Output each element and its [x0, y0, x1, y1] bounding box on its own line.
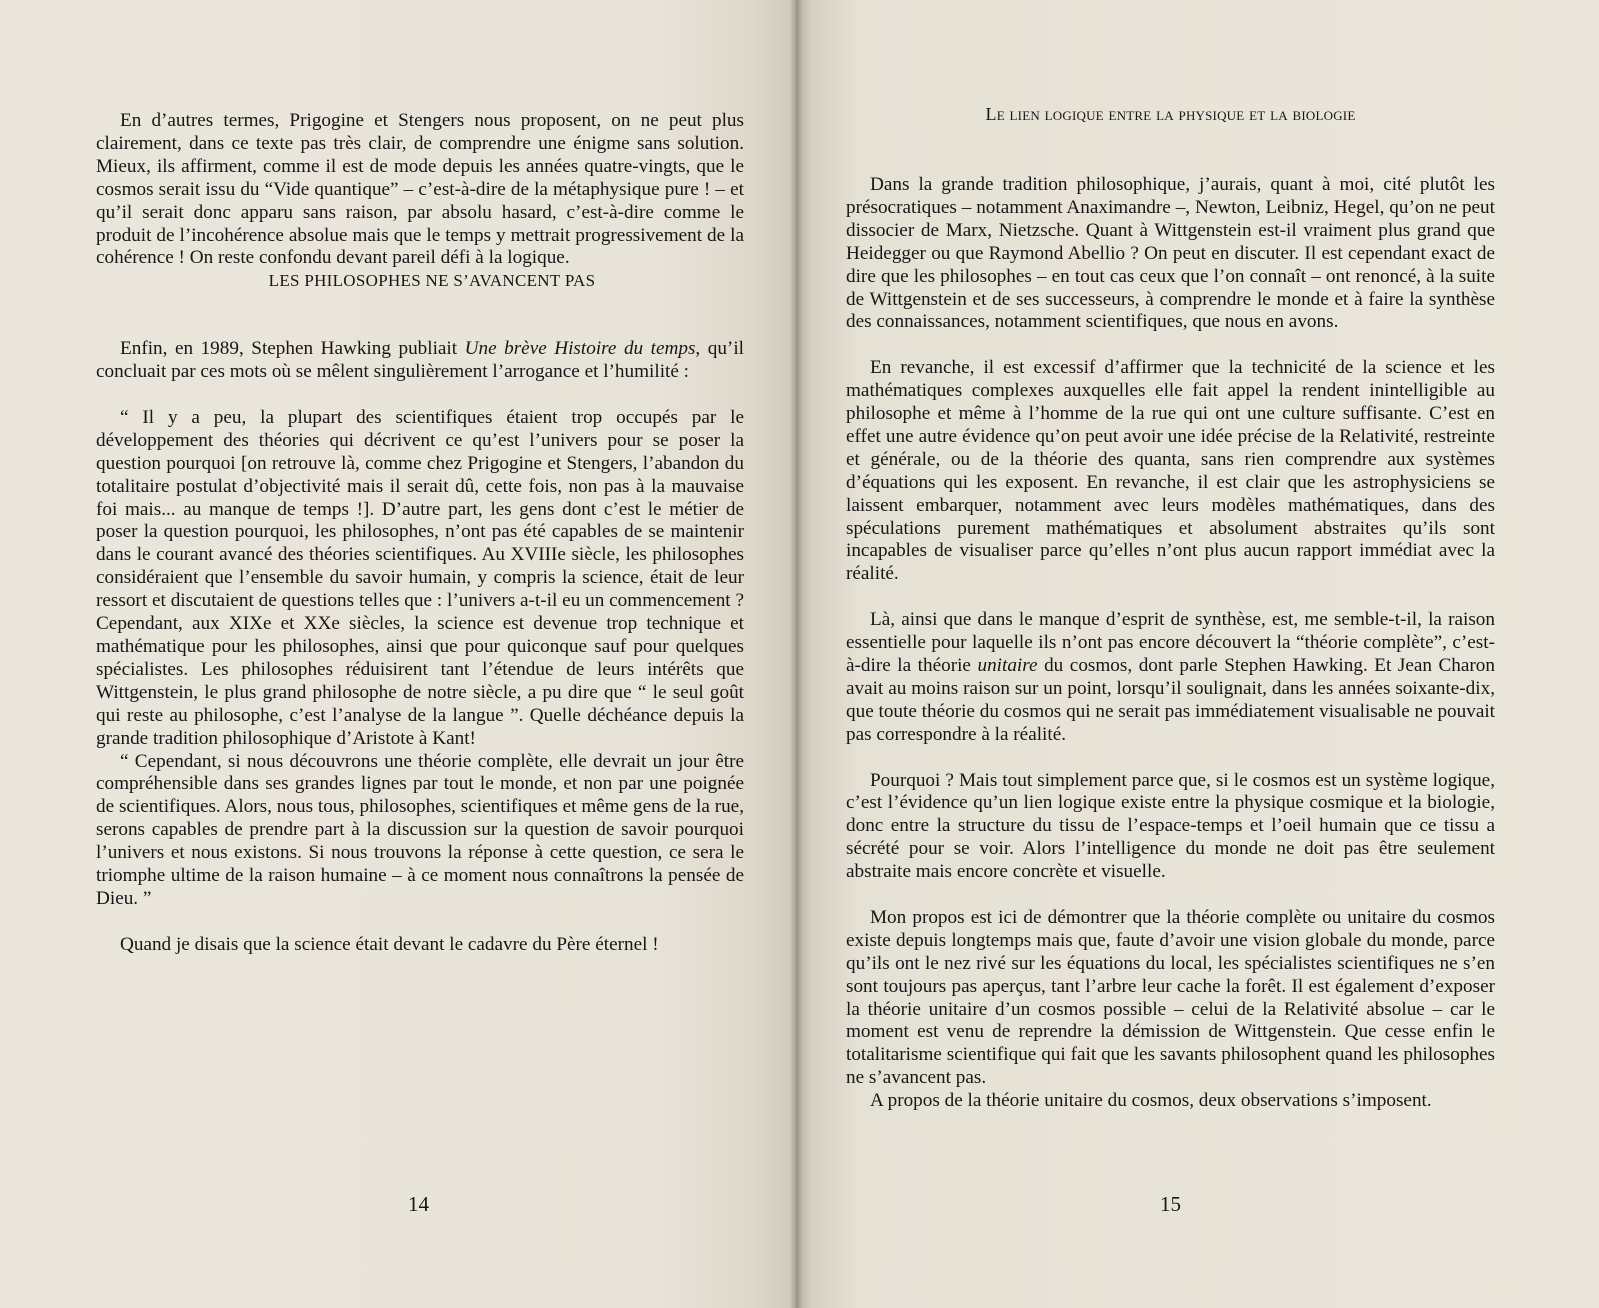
quote-paragraph: “ Cependant, si nous découvrons une théorie complète, elle devrait un jour être compréhensible dans ses grandes lignes par tout le monde, et non par une poignée de scientifiques. Alors, nous tous, philosophes, scientifiques et même gens de la rue, serons capables de prendre part à la discussion sur la question de savoir pourquoi l’univers et nous existons. Si nous trouvons la réponse à cette question, ce sera le triomphe ultime de la raison humaine – à ce moment nous connaîtrons la pensée de Dieu. ”: [96, 750, 744, 909]
paragraph: Dans la grande tradition philosophique, j’aurais, quant à moi, cité plutôt les présocratiques – notamment Anaximandre –, Newton, Leibniz, Hegel, qu’on ne peut dissocier de Marx, Nietzsche. Quant à Wittgenstein est-il vraiment plus grand que Heidegger ou que Raymond Abellio ? On peut en discuter. Il est cependant exact de dire que les philosophes – en tout cas ceux que l’on connaît – ont renoncé, à la suite de Wittgenstein et de ses successeurs, à comprendre le monde et à faire la synthèse des connaissances, notamment scientifiques, que nous en avons.: [846, 174, 1495, 333]
paragraph: En revanche, il est excessif d’affirmer que la technicité de la science et les mathématiques complexes auxquelles elle fait appel la rendent inintelligible au philosophe et même à l’homme de la rue qui ont une culture suffisante. C’est en effet une autre évidence qu’on peut avoir une idée précise de la Relativité, restreinte et générale, ou de la théorie des quanta, sans rien comprendre aux systèmes d’équations qui les exposent. En revanche, il est clair que les astrophysiciens se laissent embarquer, notamment avec leurs modèles mathématiques, dans des spéculations purement mathématiques et absolument abstraites qu’ils sont incapables de visualiser parce qu’elles n’ont plus aucun rapport immédiat avec la réalité.: [846, 357, 1495, 585]
left-text-column: [96, 110, 744, 957]
page-number: 14: [408, 1192, 429, 1216]
text-run: , qu’il concluait par ces mots où se mêlent singulièrement l’arrogance et l’humilité :: [96, 338, 744, 383]
paragraph: Mon propos est ici de démontrer que la théorie complète ou unitaire du cosmos existe depuis longtemps mais que, faute d’avoir une vision globale du monde, parce qu’ils ont le nez rivé sur les équations du local, les spécialistes scientifiques ne s’en sont toujours pas aperçus, tant l’arbre leur cache la forêt. Il est également d’exposer la théorie unitaire d’un cosmos possible – celui de la Relativité absolue – car le moment est venu de reprendre la démission de Wittgenstein. Que cesse enfin le totalitarisme scientifique qui fait que les savants philosophent quand les philosophes ne s’avancent pas.: [846, 906, 1495, 1089]
paragraph: A propos de la théorie unitaire du cosmos, deux observations s’imposent.: [870, 1090, 1432, 1112]
paragraph-synthese: [846, 609, 1495, 746]
left-page: [0, 0, 796, 1308]
quote-paragraph: “ Il y a peu, la plupart des scientifiques étaient trop occupés par le développement des théories qui décrivent ce qu’est l’univers pour se poser la question pourquoi [on retrouve là, comme chez Prigogine et Stengers, l’abandon du totalitaire postulat d’objectivité mais il serait dû, cette fois, non pas à la mauvaise foi mais... au manque de temps !]. D’autre part, les gens dont c’est le métier de poser la question pourquoi, les philosophes, n’ont pas été capables de se maintenir dans le courant avancé des théories scientifiques. Au XVIIIe siècle, les philosophes considéraient que l’ensemble du savoir humain, y compris la science, était de leur ressort et discutaient de questions telles que : l’univers a-t-il eu un commencement ? Cependant, aux XIXe et XXe siècles, la science est devenue trop technique et mathématique pour les philosophes, ainsi que pour quiconque sauf pour quelques spécialistes. Les philosophes réduisirent tant l’étendue de leurs intérêts que Wittgenstein, le plus grand philosophe de notre siècle, a pu dire que “ le seul goût qui reste au philosophe, c’est l’analyse de la langue ”. Quelle déchéance depuis la grande tradition philosophique d’Aristote à Kant!: [96, 406, 744, 749]
text-run: du cosmos, dont parle Stephen Hawking. Et Jean Charon avait au moins raison sur un point, lorsqu’il soulignait, dans les années soixante-dix, que toute théorie du cosmos qui ne serait pas immédiatement visualisable ne pouvait pas correspondre à la réalité.: [846, 655, 1496, 745]
closing-paragraph: Quand je disais que la science était devant le cadavre du Père éternel !: [120, 933, 659, 955]
right-text-column: [846, 174, 1495, 1113]
book-title: Une brève Histoire du temps: [464, 338, 696, 360]
running-head: Le lien logique entre la physique et la biologie: [985, 104, 1356, 124]
paragraph-hawking-intro: [96, 338, 744, 384]
book-gutter: [789, 0, 803, 1308]
emphasis: unitaire: [977, 655, 1038, 676]
text-run: Enfin, en 1989, Stephen Hawking publiait: [120, 338, 465, 360]
page-number: 15: [1160, 1192, 1181, 1216]
section-heading: LES PHILOSOPHES NE S’AVANCENT PAS: [268, 271, 596, 291]
text-run: Là, ainsi que dans le manque d’esprit de synthèse, est, me semble-t-il, la raison essentielle pour laquelle ils n’ont pas encore découvert la “théorie complète”, c’est-à-dire la théorie: [846, 609, 1495, 676]
paragraph: En d’autres termes, Prigogine et Stengers nous proposent, on ne peut plus clairement, dans ce texte pas très clair, de comprendre une énigme sans solution. Mieux, ils affirment, comme il est de mode depuis les années quatre-vingts, que le cosmos serait issu du “Vide quantique” – c’est-à-dire de la métaphysique pure ! – et qu’il serait donc apparu sans raison, par absolu hasard, c’est-à-dire comme le produit de l’incohérence absolue mais que le temps y mettrait progressivement de la cohérence ! On reste confondu devant pareil défi à la logique.: [96, 110, 744, 269]
paragraph: Pourquoi ? Mais tout simplement parce que, si le cosmos est un système logique, c’est l’évidence qu’un lien logique existe entre la physique cosmique et la biologie, donc entre la structure du tissu de l’espace-temps et l’oeil humain que ce tissu a sécrété pour se voir. Alors l’intelligence du monde ne doit pas être seulement abstraite mais encore concrète et visuelle.: [846, 769, 1495, 883]
